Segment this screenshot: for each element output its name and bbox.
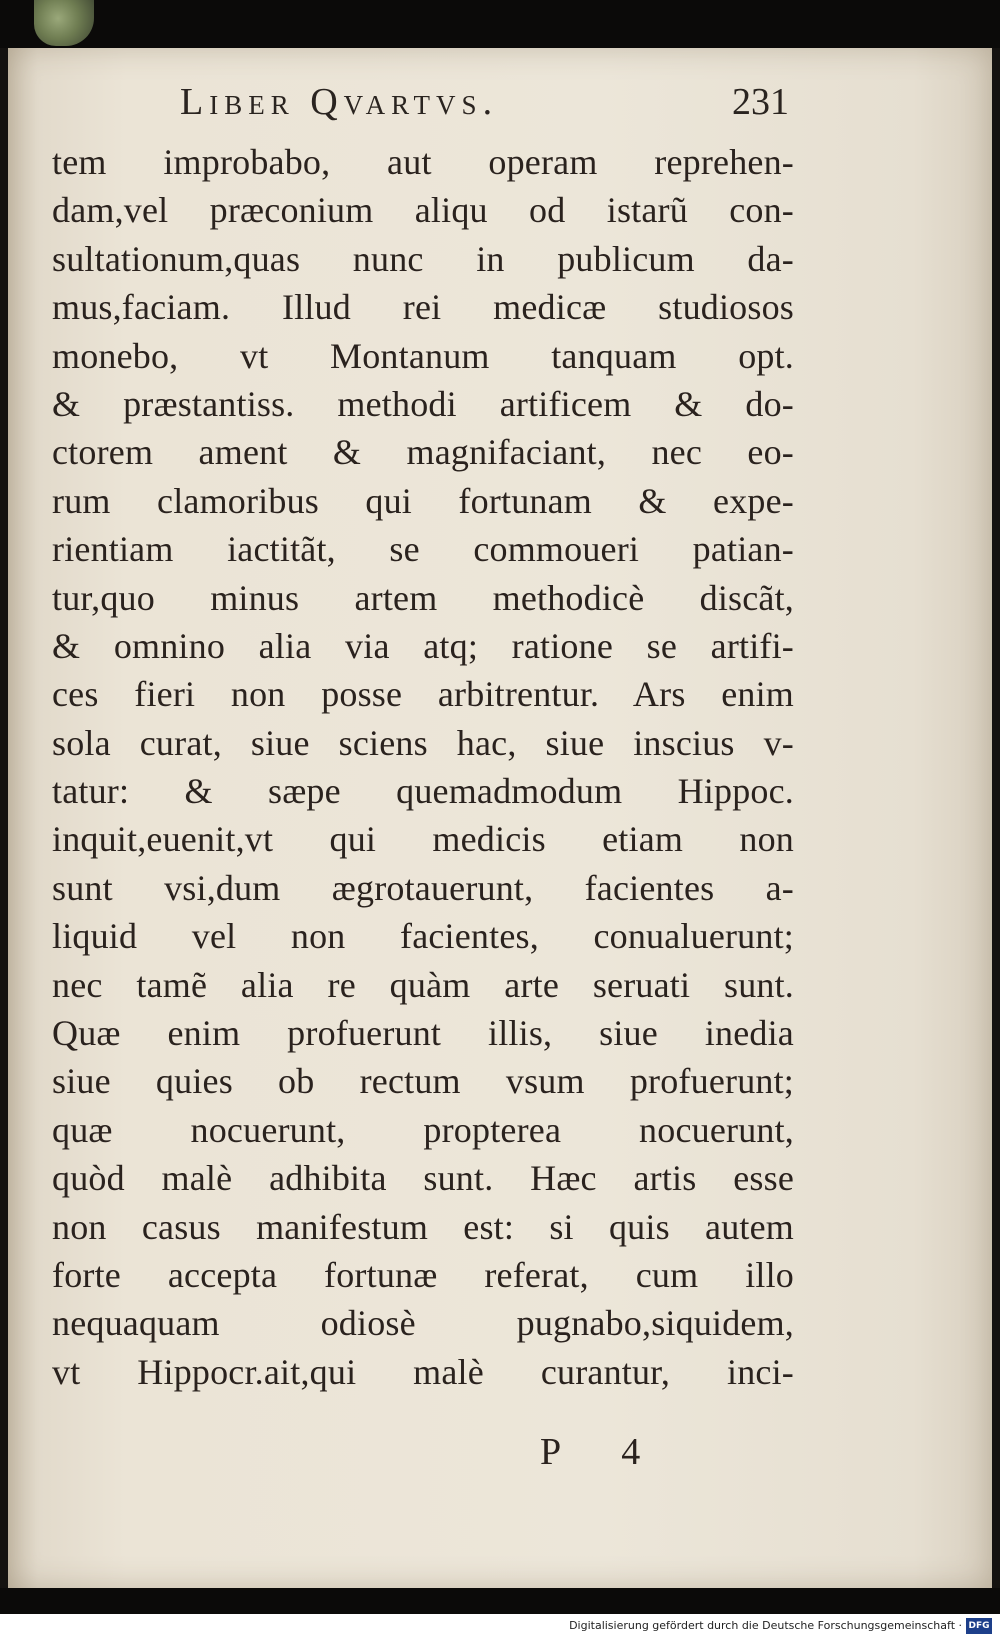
text-line: dam,vel præconium aliqu od istarũ con- [52,190,794,231]
text-line: liquid vel non facientes, conualuerunt; [52,916,794,957]
text-line: & omnino alia via atq; ratione se artifi- [52,625,794,666]
signature-mark: P 4 [540,1431,667,1473]
text-line: sunt vsi,dum ægrotauerunt, facientes a- [52,867,794,908]
text-line: non casus manifestum est: si quis autem [52,1206,794,1247]
text-line: tur,quo minus artem methodicè discãt, [52,577,794,618]
text-line: monebo, vt Montanum tanquam opt. [52,335,794,376]
text-line: siue quies ob rectum vsum profuerunt; [52,1061,794,1102]
text-line: ctorem ament & magnifaciant, nec eo- [52,432,794,473]
running-title: Liber Qvartvs. [180,81,499,123]
text-line: tem improbabo, aut operam reprehen- [52,142,794,182]
text-line: ces fieri non posse arbitrentur. Ars enim [52,674,794,715]
body-text [52,138,794,1396]
text-line: sola curat, siue sciens hac, siue inscius v- [52,722,794,763]
text-line: nequaquam odiosè pugnabo,siquidem, [52,1303,794,1344]
funding-note: Digitalisierung gefördert durch die Deutsche Forschungsgemeinschaft · [569,1619,962,1632]
page-header [180,80,820,130]
text-line: vt Hippocr.ait,qui malè curantur, inci- [52,1351,794,1392]
text-line: forte accepta fortunæ referat, cum illo [52,1254,794,1295]
text-line: tatur: & sæpe quemadmodum Hippoc. [52,771,794,812]
text-line: quæ nocuerunt, propterea nocuerunt, [52,1109,794,1150]
text-line: inquit,euenit,vt qui medicis etiam non [52,819,794,860]
text-line: nec tamẽ alia re quàm arte seruati sunt. [52,964,794,1005]
dfg-logo-icon: DFG [966,1618,992,1634]
bottom-scan-border [0,1588,1000,1614]
top-scan-border [0,0,1000,48]
text-line: mus,faciam. Illud rei medicæ studiosos [52,287,794,328]
text-line: rientiam iactitãt, se commoueri patian- [52,529,794,570]
page-number: 231 [732,81,789,123]
text-line: & præstantiss. methodi artificem & do- [52,383,794,424]
text-line: rum clamoribus qui fortunam & expe- [52,480,794,521]
text-line: quòd malè adhibita sunt. Hæc artis esse [52,1158,794,1199]
text-line: sultationum,quas nunc in publicum da- [52,238,794,279]
footer-bar [0,1614,1000,1639]
text-line: Quæ enim profuerunt illis, siue inedia [52,1013,794,1054]
